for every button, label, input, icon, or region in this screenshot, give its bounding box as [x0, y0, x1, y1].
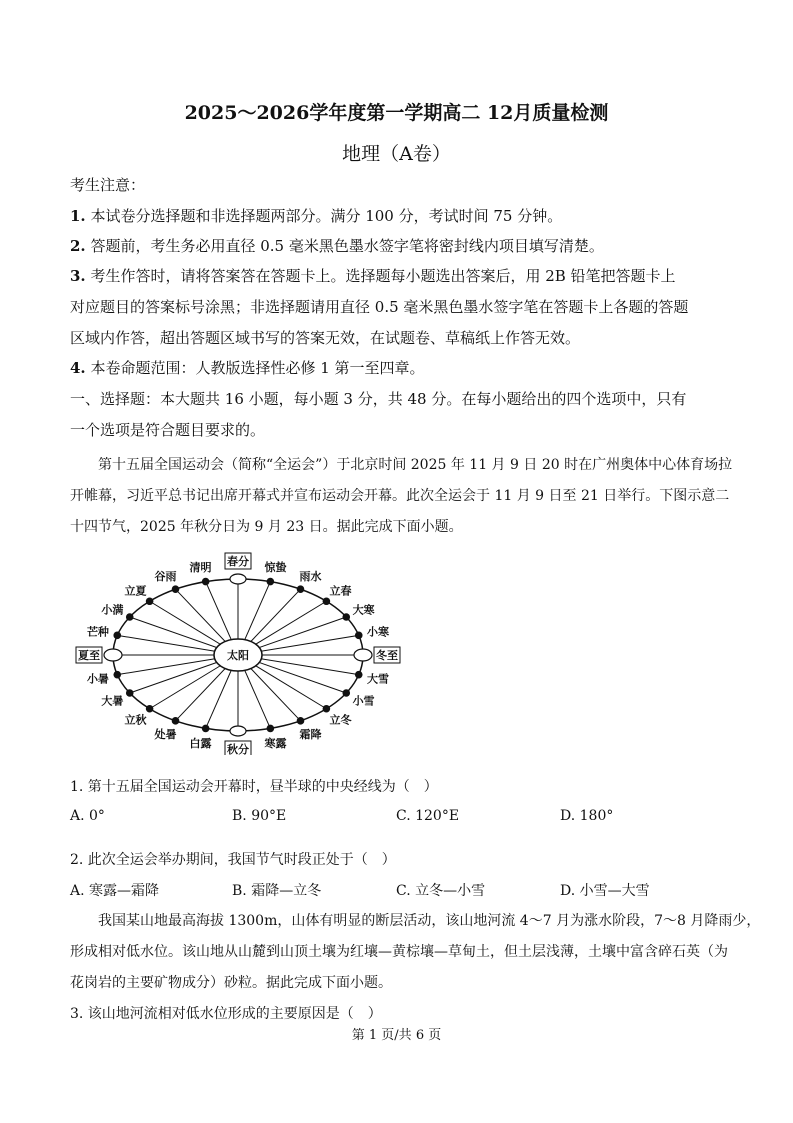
- passage-line: 我国某山地最高海拔 1300m，山体有明显的断层活动，该山地河流 4～7 月为涨水阶段，7～8 月降雨少，: [98, 913, 761, 929]
- notice-item: [70, 328, 730, 348]
- solar-term-label: 大雪: [367, 672, 390, 686]
- notice-num: 2.: [70, 237, 86, 255]
- earth-position-dot: [202, 725, 210, 733]
- q2-option-d[interactable]: D. 小雪—大雪: [560, 883, 650, 899]
- solar-term-label: 雨水: [299, 570, 322, 584]
- notice-item: [70, 358, 730, 378]
- q2-option-b[interactable]: B. 霜降—立冬: [232, 883, 322, 899]
- earth-position-dot: [323, 705, 331, 713]
- earth-position-dot: [146, 705, 154, 713]
- notice-text: 对应题目的答案标号涂黑；非选择题请用直径 0.5 毫米黑色墨水签字笔在答题卡上各题的答题: [70, 298, 689, 316]
- earth-position-dot: [323, 597, 331, 605]
- solar-term-label: 芒种: [86, 625, 109, 639]
- solar-term-label: 春分: [227, 555, 249, 568]
- solar-term-label: 立春: [329, 584, 352, 598]
- q1-option-c[interactable]: C. 120°E: [396, 808, 460, 824]
- earth-position-dot: [113, 671, 121, 679]
- notice-item: [70, 297, 730, 317]
- section-heading-cont: 一个选项是符合题目要求的。: [70, 421, 266, 439]
- solar-term-label: 大暑: [101, 694, 124, 708]
- notice-num: 3.: [70, 267, 86, 285]
- solar-term-label: 小暑: [86, 672, 109, 686]
- earth-position-major: [230, 574, 246, 584]
- section-heading: 一、选择题：本大题共 16 小题，每小题 3 分，共 48 分。在每小题给出的四个选项中，只有: [70, 390, 687, 408]
- earth-position-dot: [342, 613, 350, 621]
- earth-position-major: [104, 649, 122, 661]
- solar-term-label: 冬至: [376, 649, 398, 662]
- solar-term-label: 夏至: [78, 649, 100, 662]
- question-3: 3. 该山地河流相对低水位形成的主要原因是（ ）: [70, 1006, 382, 1022]
- passage-line: 开帷幕，习近平总书记出席开幕式并宣布运动会开幕。此次全运会于 11 月 9 日至 21 日举行。下图示意二: [70, 488, 730, 504]
- solar-term-label: 谷雨: [154, 570, 177, 584]
- earth-position-dot: [342, 689, 350, 697]
- solar-terms-diagram: [70, 550, 420, 755]
- earth-position-dot: [355, 632, 363, 640]
- solar-term-label: 立夏: [124, 584, 147, 598]
- notice-item: [70, 206, 730, 226]
- passage-line: 形成相对低水位。该山地从山麓到山顶土壤为红壤—黄棕壤—草甸土，但土层浅薄，土壤中富含碎石英（为: [70, 944, 728, 960]
- earth-position-dot: [113, 632, 121, 640]
- solar-term-label: 白露: [189, 736, 212, 750]
- q1-option-d[interactable]: D. 180°: [560, 808, 614, 824]
- exam-title: 2025～2026学年度第一学期高二 12月质量检测: [184, 102, 609, 124]
- solar-term-label: 清明: [189, 561, 212, 575]
- q2-option-a[interactable]: A. 寒露—霜降: [70, 883, 160, 899]
- sun-label: 太阳: [227, 649, 249, 662]
- solar-term-label: 秋分: [227, 743, 249, 755]
- solar-term-label: 小雪: [352, 694, 375, 708]
- q1-option-a[interactable]: A. 0°: [70, 808, 105, 824]
- notice-item: [70, 236, 730, 256]
- earth-position-dot: [297, 717, 305, 725]
- notice-text: 区域内作答，超出答题区域书写的答案无效，在试题卷、草稿纸上作答无效。: [70, 329, 581, 347]
- earth-position-major: [354, 649, 372, 661]
- notice-text: 答题前，考生务必用直径 0.5 毫米黑色墨水签字笔将密封线内项目填写清楚。: [90, 237, 604, 255]
- exam-subtitle: 地理（A卷）: [342, 143, 451, 165]
- notice-text: 本卷命题范围：人教版选择性必修 1 第一至四章。: [90, 359, 425, 377]
- solar-term-label: 寒露: [264, 736, 287, 750]
- solar-term-label: 小满: [101, 603, 124, 617]
- notice-text: 本试卷分选择题和非选择题两部分。满分 100 分，考试时间 75 分钟。: [90, 207, 563, 225]
- earth-position-dot: [267, 725, 275, 733]
- earth-position-dot: [126, 689, 134, 697]
- notice-text: 考生作答时，请将答案答在答题卡上。选择题每小题选出答案后，用 2B 铅笔把答题卡上: [90, 267, 676, 285]
- earth-position-dot: [297, 585, 305, 593]
- q2-option-c[interactable]: C. 立冬—小雪: [396, 883, 486, 899]
- notice-item: [70, 266, 730, 286]
- earth-position-dot: [126, 613, 134, 621]
- earth-position-major: [230, 726, 246, 736]
- question-2: 2. 此次全运会举办期间，我国节气时段正处于（ ）: [70, 852, 396, 868]
- earth-position-dot: [267, 578, 275, 586]
- earth-position-dot: [355, 671, 363, 679]
- earth-position-dot: [202, 578, 210, 586]
- notice-num: 1.: [70, 207, 86, 225]
- q1-option-b[interactable]: B. 90°E: [232, 808, 287, 824]
- passage-line: 十四节气，2025 年秋分日为 9 月 23 日。据此完成下面小题。: [70, 519, 463, 535]
- passage-line: 花岗岩的主要矿物成分）砂粒。据此完成下面小题。: [70, 975, 392, 991]
- notice-heading: 考生注意：: [70, 176, 146, 194]
- notice-num: 4.: [70, 359, 86, 377]
- solar-term-label: 小寒: [367, 625, 390, 639]
- page-number: 第 1 页/共 6 页: [351, 1028, 442, 1043]
- solar-term-label: 立冬: [329, 713, 352, 727]
- solar-term-label: 霜降: [299, 727, 322, 741]
- question-1: 1. 第十五届全国运动会开幕时，昼半球的中央经线为（ ）: [70, 779, 438, 795]
- solar-term-label: 立秋: [124, 713, 147, 727]
- passage-line: 第十五届全国运动会（简称“全运会”）于北京时间 2025 年 11 月 9 日 20 时在广州奥体中心体育场拉: [98, 457, 733, 473]
- earth-position-dot: [146, 597, 154, 605]
- solar-term-label: 大寒: [352, 603, 375, 617]
- earth-position-dot: [172, 717, 180, 725]
- solar-term-label: 惊蛰: [264, 561, 287, 575]
- solar-term-label: 处暑: [154, 727, 177, 741]
- earth-position-dot: [172, 585, 180, 593]
